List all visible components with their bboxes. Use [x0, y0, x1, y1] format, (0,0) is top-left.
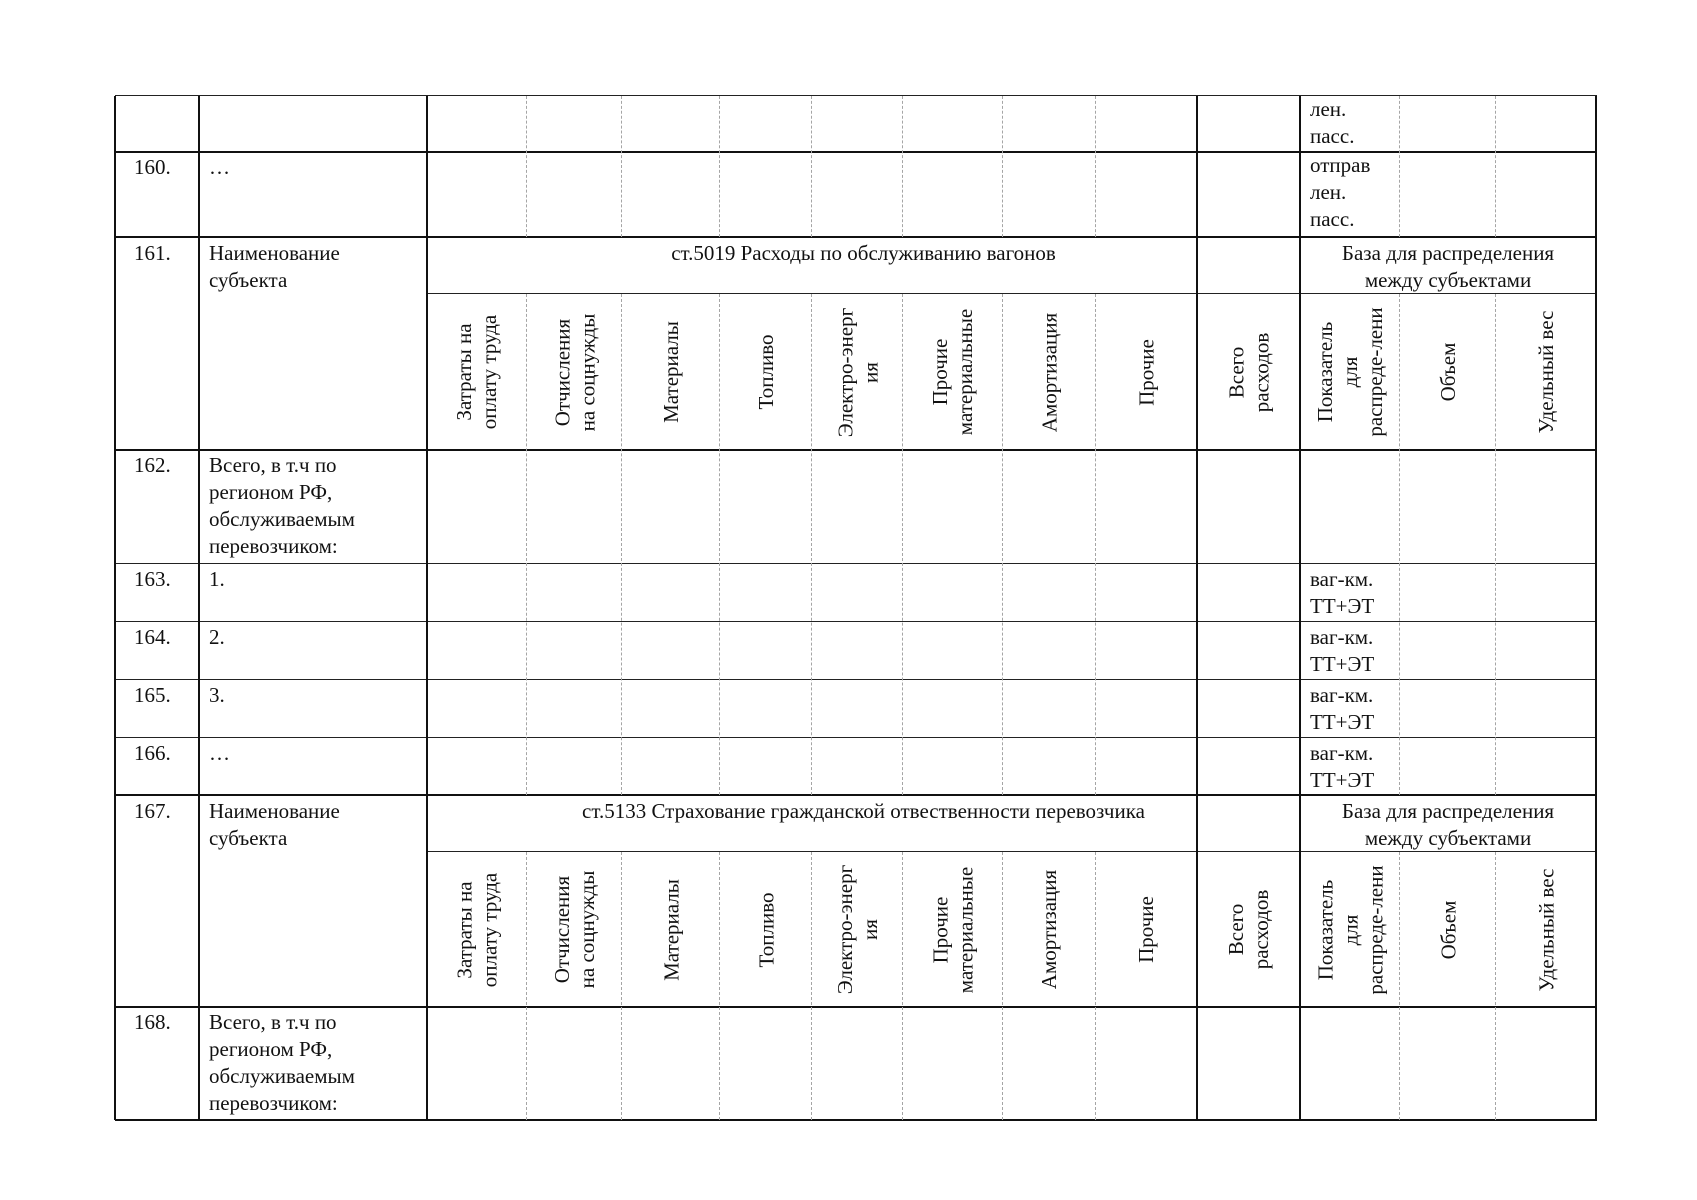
base-unit: лен. пасс. [1310, 97, 1355, 148]
table-cell[interactable] [1402, 682, 1494, 736]
table-cell[interactable] [722, 740, 810, 793]
table-cell[interactable] [1402, 624, 1494, 678]
col-rule-dashed [1002, 294, 1003, 795]
col-rule-dashed [811, 294, 812, 795]
table-cell[interactable] [814, 740, 901, 793]
table-cell[interactable] [1005, 1009, 1094, 1118]
table-cell[interactable] [429, 624, 525, 678]
col-rule-dashed [1002, 852, 1003, 1120]
row-name: Всего, в т.ч по регионом РФ, обслуживаемым перевозчиком: [209, 1010, 355, 1115]
table-cell[interactable] [722, 682, 810, 736]
table-cell[interactable] [1498, 1009, 1594, 1118]
column-header: Отчисления на соцнужды [549, 313, 599, 431]
table-cell[interactable] [905, 682, 1001, 736]
table-cell[interactable] [905, 740, 1001, 793]
row-rule [115, 1119, 1597, 1121]
table-cell[interactable] [624, 740, 718, 793]
col-rule-dashed [719, 96, 720, 237]
base-title: База для распределения между субъектами [1341, 799, 1555, 850]
row-number: 168. [134, 1010, 171, 1034]
column-header: Удельный вес [1533, 868, 1558, 991]
table-cell[interactable] [529, 740, 620, 793]
table-cell[interactable] [1199, 624, 1298, 678]
col-rule-dashed [719, 294, 720, 795]
col-rule-dashed [1495, 294, 1496, 795]
column-header: Прочие материальные [928, 308, 977, 436]
col-rule-dashed [811, 96, 812, 237]
row-rule [115, 621, 1597, 622]
table-cell[interactable] [1199, 566, 1298, 620]
row-name: 1. [209, 567, 225, 591]
column-header: Отчисления на соцнужды [549, 870, 599, 989]
table-cell[interactable] [529, 452, 620, 562]
section-top-rule [115, 794, 1597, 796]
base-unit [1310, 452, 1398, 562]
col-rule-dashed [1495, 96, 1496, 237]
section-number: 167. [134, 799, 171, 823]
table-cell[interactable] [1402, 740, 1494, 793]
table-cell[interactable] [1098, 682, 1195, 736]
base-unit [1310, 1009, 1398, 1118]
row-name: 3. [209, 683, 225, 707]
col-rule-dashed [811, 852, 812, 1120]
col-rule-dashed [1095, 294, 1096, 795]
table-cell[interactable] [814, 624, 901, 678]
column-header: Материалы [658, 321, 683, 423]
section-title: ст.5019 Расходы по обслуживанию вагонов [671, 241, 1056, 265]
table-cell[interactable] [624, 1009, 718, 1118]
column-header: Объем [1435, 342, 1460, 402]
table-cell[interactable] [814, 1009, 901, 1118]
section-name: Наименование субъекта [209, 241, 340, 292]
col-rule-dashed [1399, 852, 1400, 1120]
table-cell[interactable] [1199, 682, 1298, 736]
table-cell[interactable] [1098, 740, 1195, 793]
base-unit: ваг-км. ТТ+ЭТ [1310, 567, 1375, 618]
column-header: Затраты на оплату труда [452, 872, 501, 987]
column-header: Объем [1435, 900, 1460, 959]
col-rule-dashed [1399, 294, 1400, 795]
col-rule-total [1196, 294, 1198, 795]
col-rule-dashed [1002, 96, 1003, 237]
row-number: 166. [134, 741, 171, 765]
column-header: Амортизация [1037, 869, 1061, 990]
col-rule-dashed [1095, 852, 1096, 1120]
table-cell[interactable] [429, 566, 525, 620]
col-rule-dashed [1095, 96, 1096, 237]
base-unit: ваг-км. ТТ+ЭТ [1310, 683, 1375, 734]
column-header: Электро-энерг ия [832, 864, 882, 995]
col-rule-dashed [621, 96, 622, 237]
section-number: 161. [134, 241, 171, 265]
table-cell[interactable] [529, 566, 620, 620]
table-cell[interactable] [1098, 566, 1195, 620]
table-cell[interactable] [1498, 566, 1594, 620]
table-cell[interactable] [1199, 452, 1298, 562]
column-header: Топливо [753, 334, 778, 410]
column-header: Электро-энерг ия [832, 307, 882, 437]
row-rule [115, 449, 1597, 451]
row-number: 164. [134, 625, 171, 649]
row-name: … [209, 741, 230, 765]
table-cell[interactable] [1199, 740, 1298, 793]
col-rule-dashed [621, 852, 622, 1120]
table-cell[interactable] [624, 566, 718, 620]
table-cell[interactable] [1005, 624, 1094, 678]
table-cell[interactable] [814, 682, 901, 736]
col-rule-dashed [526, 294, 527, 795]
table-cell[interactable] [722, 566, 810, 620]
col-rule-name [198, 96, 200, 1120]
row-name: … [209, 155, 230, 179]
row-number: 162. [134, 453, 171, 477]
table-cell[interactable] [529, 624, 620, 678]
row-number: 160. [134, 155, 171, 179]
table-cell[interactable] [905, 452, 1001, 562]
column-header: Материалы [658, 878, 683, 981]
border-left [114, 96, 116, 1120]
base-unit: ваг-км. ТТ+ЭТ [1310, 625, 1375, 676]
column-header: Затраты на оплату труда [452, 314, 501, 430]
table-cell[interactable] [1498, 452, 1594, 562]
table-cell[interactable] [624, 624, 718, 678]
table-cell[interactable] [1199, 1009, 1298, 1118]
table-cell[interactable] [814, 566, 901, 620]
column-header: Показатель для распреде-лени [1312, 307, 1387, 437]
table-cell[interactable] [722, 452, 810, 562]
row-number [134, 98, 198, 150]
row-rule [115, 679, 1597, 680]
table-cell[interactable] [1005, 740, 1094, 793]
table-cell[interactable] [1005, 452, 1094, 562]
table-cell[interactable] [722, 624, 810, 678]
col-rule-dashed [621, 294, 622, 795]
section-name: Наименование субъекта [209, 799, 340, 850]
table-cell[interactable] [722, 1009, 810, 1118]
table-cell[interactable] [1402, 566, 1494, 620]
row-number: 165. [134, 683, 171, 707]
row-rule [115, 737, 1597, 738]
section-title: ст.5133 Страхование гражданской отвественности перевозчика [582, 799, 1145, 823]
table-cell[interactable] [1098, 624, 1195, 678]
column-header: Прочие материальные [928, 866, 977, 993]
table-cell[interactable] [1402, 1009, 1494, 1118]
column-header: Всего расходов [1223, 889, 1273, 970]
table-cell[interactable] [1098, 452, 1195, 562]
table-cell[interactable] [429, 452, 525, 562]
column-header: Прочие [1134, 896, 1158, 963]
column-header: Топливо [753, 892, 778, 967]
row-name [209, 98, 423, 150]
column-header: Амортизация [1037, 312, 1061, 432]
col-rule-dashed [1399, 96, 1400, 237]
col-rule-dashed [1495, 852, 1496, 1120]
col-rule-dashed [902, 294, 903, 795]
table-cell[interactable] [1498, 682, 1594, 736]
row-name: Всего, в т.ч по регионом РФ, обслуживаемым перевозчиком: [209, 453, 355, 558]
table-cell[interactable] [905, 624, 1001, 678]
column-header: Прочие [1134, 338, 1158, 406]
col-rule-dashed [526, 96, 527, 237]
table-cell[interactable] [1005, 566, 1094, 620]
column-header: Показатель для распреде-лени [1312, 864, 1387, 995]
table-cell[interactable] [529, 1009, 620, 1118]
table-cell[interactable] [429, 740, 525, 793]
row-rule [115, 1006, 1597, 1008]
column-header: Удельный вес [1533, 310, 1558, 434]
table-cell[interactable] [429, 682, 525, 736]
table-cell[interactable] [905, 566, 1001, 620]
table-cell[interactable] [814, 452, 901, 562]
base-unit: ваг-км. ТТ+ЭТ [1310, 741, 1375, 792]
col-rule-dashed [902, 96, 903, 237]
col-rule-dashed [526, 852, 527, 1120]
base-title: База для распределения между субъектами [1341, 241, 1555, 292]
table-cell[interactable] [905, 1009, 1001, 1118]
table-cell[interactable] [624, 682, 718, 736]
col-rule-dashed [719, 852, 720, 1120]
column-header: Всего расходов [1223, 332, 1273, 412]
col-rule-total [1196, 852, 1198, 1120]
base-unit: отправ лен. пасс. [1310, 153, 1371, 231]
table-cell[interactable] [1498, 740, 1594, 793]
table-cell[interactable] [624, 452, 718, 562]
row-name: 2. [209, 625, 225, 649]
col-rule-dashed [902, 852, 903, 1120]
table-cell[interactable] [529, 682, 620, 736]
table-cell[interactable] [1005, 682, 1094, 736]
table-cell[interactable] [1402, 452, 1494, 562]
table-cell[interactable] [429, 1009, 525, 1118]
row-rule [115, 563, 1597, 564]
table-cell[interactable] [1098, 1009, 1195, 1118]
row-number: 163. [134, 567, 171, 591]
table-cell[interactable] [1498, 624, 1594, 678]
